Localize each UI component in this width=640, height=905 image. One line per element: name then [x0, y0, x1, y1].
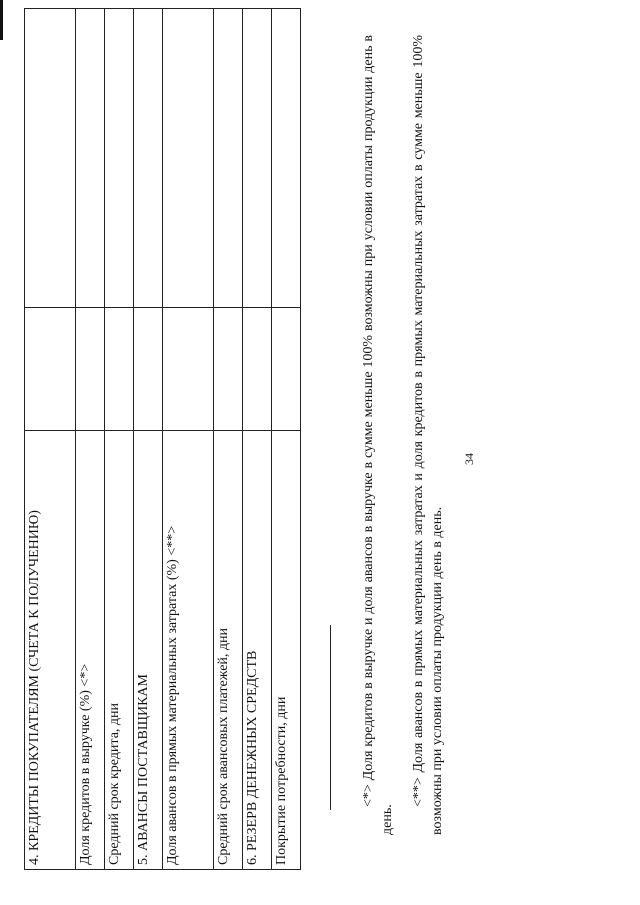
- table-row: [76, 9, 105, 870]
- footnotes: [360, 35, 460, 835]
- table-cell: [105, 9, 134, 308]
- table-cell: [76, 9, 105, 308]
- row-label: Доля кредитов в выручке (%) <*>: [76, 431, 105, 870]
- table-cell: [25, 308, 76, 431]
- table-row: [163, 9, 214, 870]
- footnote: <*> Доля кредитов в выручке и доля авансов в выручке в сумме меньше 100% возможны при условии оплаты продукции день в день.: [361, 35, 395, 835]
- row-label: Покрытие потребности, дни: [272, 431, 301, 870]
- table-cell: [272, 308, 301, 431]
- table-cell: [134, 308, 163, 431]
- table-cell: [76, 308, 105, 431]
- table-cell: [214, 9, 243, 308]
- table-row: [214, 9, 243, 870]
- row-label: 5. АВАНСЫ ПОСТАВЩИКАМ: [134, 431, 163, 870]
- footnote: <**> Доля авансов в прямых материальных затратах и доля кредитов в прямых материальных затратах в сумме меньше 100% возможны при условии оплаты продукции день в день.: [410, 35, 445, 835]
- table-row: [25, 9, 76, 870]
- page-number: 34: [462, 453, 476, 465]
- row-label: Средний срок авансовых платежей, дни: [214, 431, 243, 870]
- footnote-separator: [330, 625, 331, 810]
- table-cell: [105, 308, 134, 431]
- row-label: 6. РЕЗЕРВ ДЕНЕЖНЫХ СРЕДСТВ: [243, 431, 272, 870]
- table-row: [243, 9, 272, 870]
- table-row: [272, 9, 301, 870]
- row-label: Доля авансов в прямых материальных затратах (%) <**>: [163, 431, 214, 870]
- row-label: 4. КРЕДИТЫ ПОКУПАТЕЛЯМ (СЧЕТА К ПОЛУЧЕНИЮ): [25, 431, 76, 870]
- table-cell: [243, 308, 272, 431]
- table-cell: [134, 9, 163, 308]
- table-cell: [243, 9, 272, 308]
- table-cell: [214, 308, 243, 431]
- table-cell: [163, 9, 214, 308]
- table-cell: [163, 308, 214, 431]
- row-label: Средний срок кредита, дни: [105, 431, 134, 870]
- table-row: [134, 9, 163, 870]
- table-cell: [272, 9, 301, 308]
- table-cell: [25, 9, 76, 308]
- data-table: [24, 8, 301, 870]
- table-row: [105, 9, 134, 870]
